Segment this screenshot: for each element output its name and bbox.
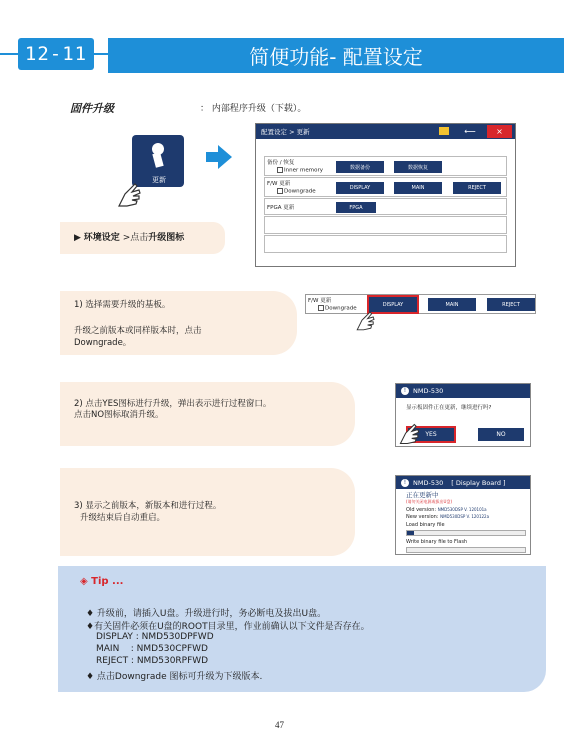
row-label: FPGA 更新 (267, 205, 295, 211)
reject-button[interactable]: REJECT (453, 182, 501, 194)
path-note (60, 222, 225, 254)
step-3 (60, 468, 355, 556)
step2-line1: 2) 点击YES图标进行升级，弹出表示进行过程窗口。 (74, 399, 272, 409)
pointing-hand-icon (354, 309, 378, 333)
path-part2: 点击 (130, 233, 149, 243)
tip-line: DISPLAY : NMD530DPFWD (96, 632, 214, 642)
main-button[interactable]: MAIN (428, 298, 476, 311)
tip-line: ♦ 点击Downgrade 图标可升级为下级版本. (86, 672, 263, 682)
config-row-fpga (264, 198, 507, 215)
progress-dialog (395, 475, 531, 555)
strip-check-label: Downgrade (325, 305, 357, 312)
old-version-label: Old version: (406, 507, 437, 513)
strip-label: F/W 更新 (308, 298, 332, 304)
back-arrow-icon[interactable]: ⟵ (459, 126, 481, 137)
load-progress-bar (406, 530, 526, 536)
fpga-button[interactable]: FPGA (336, 202, 376, 213)
usb-icon (132, 135, 184, 175)
restore-button[interactable]: 数据恢复 (394, 161, 442, 173)
fw-update-strip (305, 294, 536, 314)
yes-button[interactable]: YES (408, 428, 454, 441)
checkbox[interactable] (277, 188, 283, 194)
step1-line2: 升级之前版本或同样版本时，点击 (74, 326, 202, 336)
load-label: Load binary file (406, 522, 445, 528)
no-button[interactable]: NO (478, 428, 524, 441)
path-sep: > (122, 233, 131, 243)
config-row-empty (264, 216, 507, 234)
new-version-label: New version: (406, 514, 439, 520)
dialog-title-board: [ Display Board ] (451, 478, 506, 487)
step3-line2: 升级结束后自动重启。 (80, 513, 166, 523)
write-progress-bar (406, 547, 526, 553)
config-row-fw (264, 177, 507, 197)
row-check-label: Inner memory (284, 167, 323, 174)
tip-line: ♦有关固件必须在U盘的ROOT目录里，作业前确认以下文件是否存在。 (86, 622, 370, 632)
row-label: F/W 更新 (267, 181, 291, 187)
dialog-titlebar (396, 384, 530, 398)
warning-text: (请勿关闭电源或拔出U盘) (406, 499, 453, 504)
path-arrow: ▶ (74, 233, 81, 243)
step2-line2: 点击NO图标取消升级。 (74, 410, 164, 420)
display-button[interactable]: DISPLAY (336, 182, 384, 194)
write-label: Write binary file to Flash (406, 539, 468, 545)
old-version-value: NMD530DSP V. 120101a (437, 507, 487, 512)
checkbox[interactable] (277, 167, 283, 173)
page-number: 47 (275, 720, 284, 730)
config-window-title: 配置设定 > 更新 (261, 128, 310, 136)
main-button[interactable]: MAIN (394, 182, 442, 194)
info-icon: ! (401, 479, 409, 487)
subheading-description: ： 内部程序升级（下载）。 (200, 104, 307, 114)
pointing-hand-icon (115, 180, 145, 210)
page-title: 简便功能- 配置设定 (108, 38, 564, 73)
arrow-right-icon (206, 145, 232, 169)
step1-line1: 1) 选择需要升级的基板。 (74, 300, 171, 310)
checkbox[interactable] (318, 305, 324, 311)
pointing-hand-icon (397, 421, 423, 447)
subheading-title: 固件升级 (70, 102, 114, 115)
reject-button[interactable]: REJECT (487, 298, 535, 311)
tip-line: REJECT : NMD530RPFWD (96, 656, 209, 666)
display-button[interactable]: DISPLAY (369, 297, 417, 312)
tip-box (58, 566, 546, 692)
load-progress-fill (407, 531, 414, 535)
update-tile-label: 更新 (152, 176, 166, 184)
step3-line1: 3) 显示之前版本，新版本和进行过程。 (74, 501, 222, 511)
path-part3: 升级图标 (148, 233, 185, 243)
info-icon: ! (401, 387, 409, 395)
close-icon[interactable]: × (487, 125, 512, 138)
row-check-label: Downgrade (284, 188, 316, 195)
step1-line3: Downgrade。 (74, 338, 132, 348)
config-row-empty (264, 235, 507, 253)
new-version-value: NMD530DSP V. 120122a (440, 514, 490, 519)
path-part1: 环境设定 (83, 233, 120, 243)
tip-title: ◈ Tip ... (80, 576, 124, 587)
dialog-titlebar (396, 476, 530, 489)
dialog-title: NMD-530 (413, 387, 444, 395)
config-window (255, 123, 516, 267)
config-row-backup (264, 156, 507, 176)
step-2 (60, 382, 355, 446)
section-number: 12-11 (18, 38, 94, 70)
status-text: 正在更新中 (406, 491, 439, 499)
tip-line: MAIN : NMD530CPFWD (96, 644, 208, 654)
step-1 (60, 291, 297, 355)
backup-button[interactable]: 数据备份 (336, 161, 384, 173)
dialog-title: NMD-530 (413, 478, 444, 487)
row-label: 备份 / 恢复 (267, 160, 295, 166)
folder-icon[interactable] (439, 127, 449, 135)
dialog-message: 显示板固件正在更新，继续进行吗? (406, 405, 492, 411)
tip-line: ♦ 升级前，请插入U盘。升级进行时，务必断电及拔出U盘。 (86, 609, 327, 619)
